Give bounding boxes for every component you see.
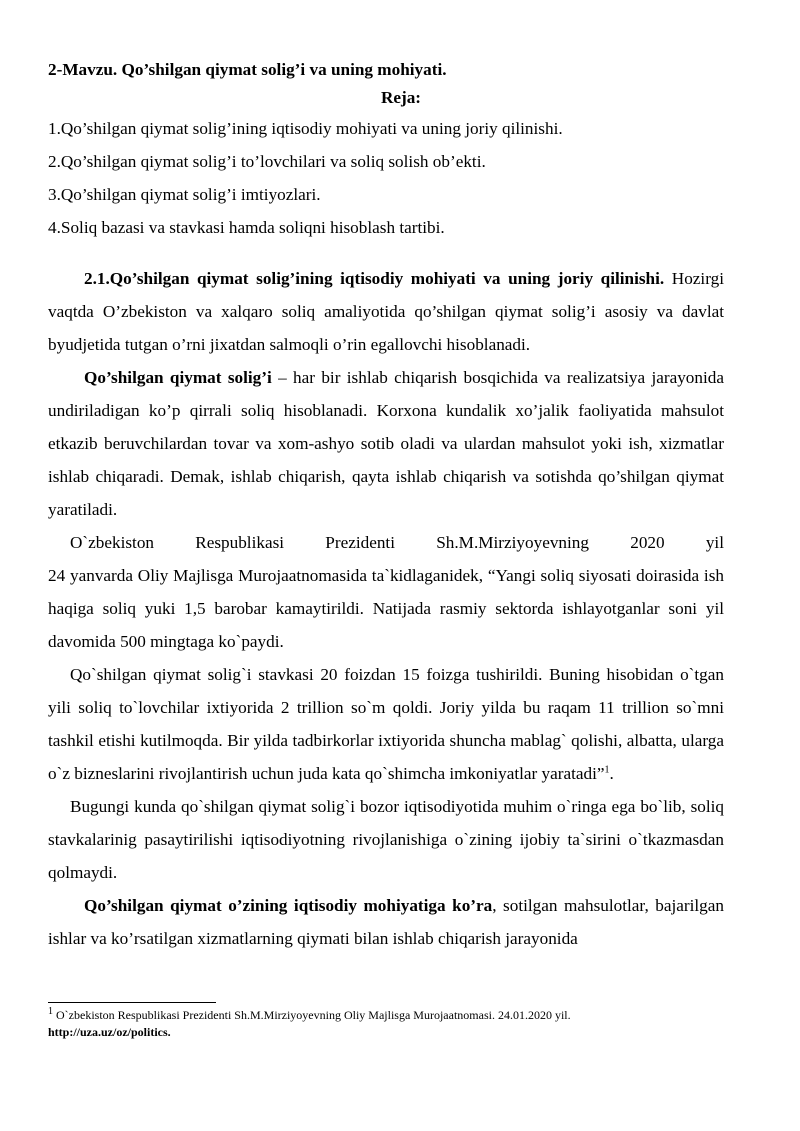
footnote-text: O`zbekiston Respublikasi Prezidenti Sh.M.Mirziyoyevning Oliy Majlisga Murojaatnomasi. 24.01.2020 yil.: [53, 1008, 571, 1022]
plan-item: 1.Qo’shilgan qiymat solig’ining iqtisodiy mohiyati va uning joriy qilinishi.: [48, 119, 563, 138]
footnote-divider: [48, 1002, 216, 1003]
footnote: [48, 1007, 748, 1041]
rate-paragraph: [48, 658, 724, 790]
rate-text: Qo`shilgan qiymat solig`i stavkasi 20 foizdan 15 foizga tushirildi. Buning hisobidan o`tgan yili soliq to`lovchilar ixtiyorida 2 trillion so`m qoldi. Joriy yilda bu raqam 11 trillion so`mni tashkil etishi kutilmoqda. Bir yilda tadbirkorlar ixtiyorida shuncha mablag` qolishi, albatta, ularga o`z bizneslarini rivojlantirish uchun juda kata qo`shimcha imkoniyatlar yaratadi”: [48, 665, 724, 783]
essence-text: , sotilgan mahsulotlar, bajarilgan ishlar va ko’rsatilgan xizmatlarning qiymati bilan ishlab chiqarish jarayonida: [48, 896, 724, 948]
plan-item: 2.Qo’shilgan qiymat solig’i to’lovchilari va soliq solish ob’ekti.: [48, 152, 486, 171]
vat-definition-paragraph: [48, 361, 724, 526]
section-heading: 2.1.Qo’shilgan qiymat solig’ining iqtisodiy mohiyati va uning joriy qilinishi.: [84, 269, 665, 288]
current-paragraph: Bugungi kunda qo`shilgan qiymat solig`i bozor iqtisodiyotida muhim o`ringa ega bo`lib, soliq stavkalarinig pasaytirilishi iqtisodiyotning rivojlanishiga o`zining ijobiy ta`sirini o`tkazmasdan qolmaydi.: [48, 797, 724, 882]
essence-paragraph: [48, 889, 724, 955]
plan-label: Reja:: [380, 88, 422, 107]
essence-term: Qo’shilgan qiymat o’zining iqtisodiy mohiyatiga ko’ra: [84, 896, 493, 915]
document-page: [48, 56, 724, 955]
topic-title: 2-Mavzu. Qo’shilgan qiymat solig’i va uning mohiyati.: [48, 60, 447, 79]
plan-item: 3.Qo’shilgan qiymat solig’i imtiyozlari.: [48, 185, 321, 204]
plan-list: [48, 112, 724, 244]
footnote-link[interactable]: http://uza.uz/oz/politics.: [48, 1025, 171, 1039]
section-paragraph: [48, 262, 724, 361]
footnote-mark: 1: [48, 1006, 53, 1017]
address-first-line: O`zbekiston Respublikasi Prezidenti Sh.M.Mirziyoyevning 2020 yil: [70, 533, 724, 552]
vat-term: Qo’shilgan qiymat solig’i: [84, 368, 272, 387]
rate-end: .: [609, 764, 614, 783]
address-paragraph: 24 yanvarda Oliy Majlisga Murojaatnomasida ta`kidlaganidek, “Yangi soliq siyosati doirasida ish haqiga soliq yuki 1,5 barobar kamaytirildi. Natijada rasmiy sektorda ishlayotganlar soni yil davomida 500 mingtaga ko`paydi.: [48, 566, 724, 651]
vat-definition-text: – har bir ishlab chiqarish bosqichida va realizatsiya jarayonida undiriladigan ko’p qirrali soliq hisoblanadi. Korxona kundalik xo’jalik faoliyatida mahsulot etkazib beruvchilardan tovar va xom-ashyo sotib oladi va ulardan mahsulot yoki ish, xizmatlar ishlab chiqaradi. Demak, ishlab chiqarish, qayta ishlab chiqarish va sotishda qo’shilgan qiymat yaratiladi.: [48, 368, 724, 519]
footnote-ref[interactable]: 1: [604, 764, 610, 776]
section-intro: Hozirgi vaqtda O’zbekiston va xalqaro soliq amaliyotida qo’shilgan qiymat solig’i asosiy va davlat byudjetida tutgan o’rni jixatdan salmoqli o’rin egallovchi hisoblanadi.: [48, 269, 724, 354]
plan-item: 4.Soliq bazasi va stavkasi hamda soliqni hisoblash tartibi.: [48, 218, 445, 237]
